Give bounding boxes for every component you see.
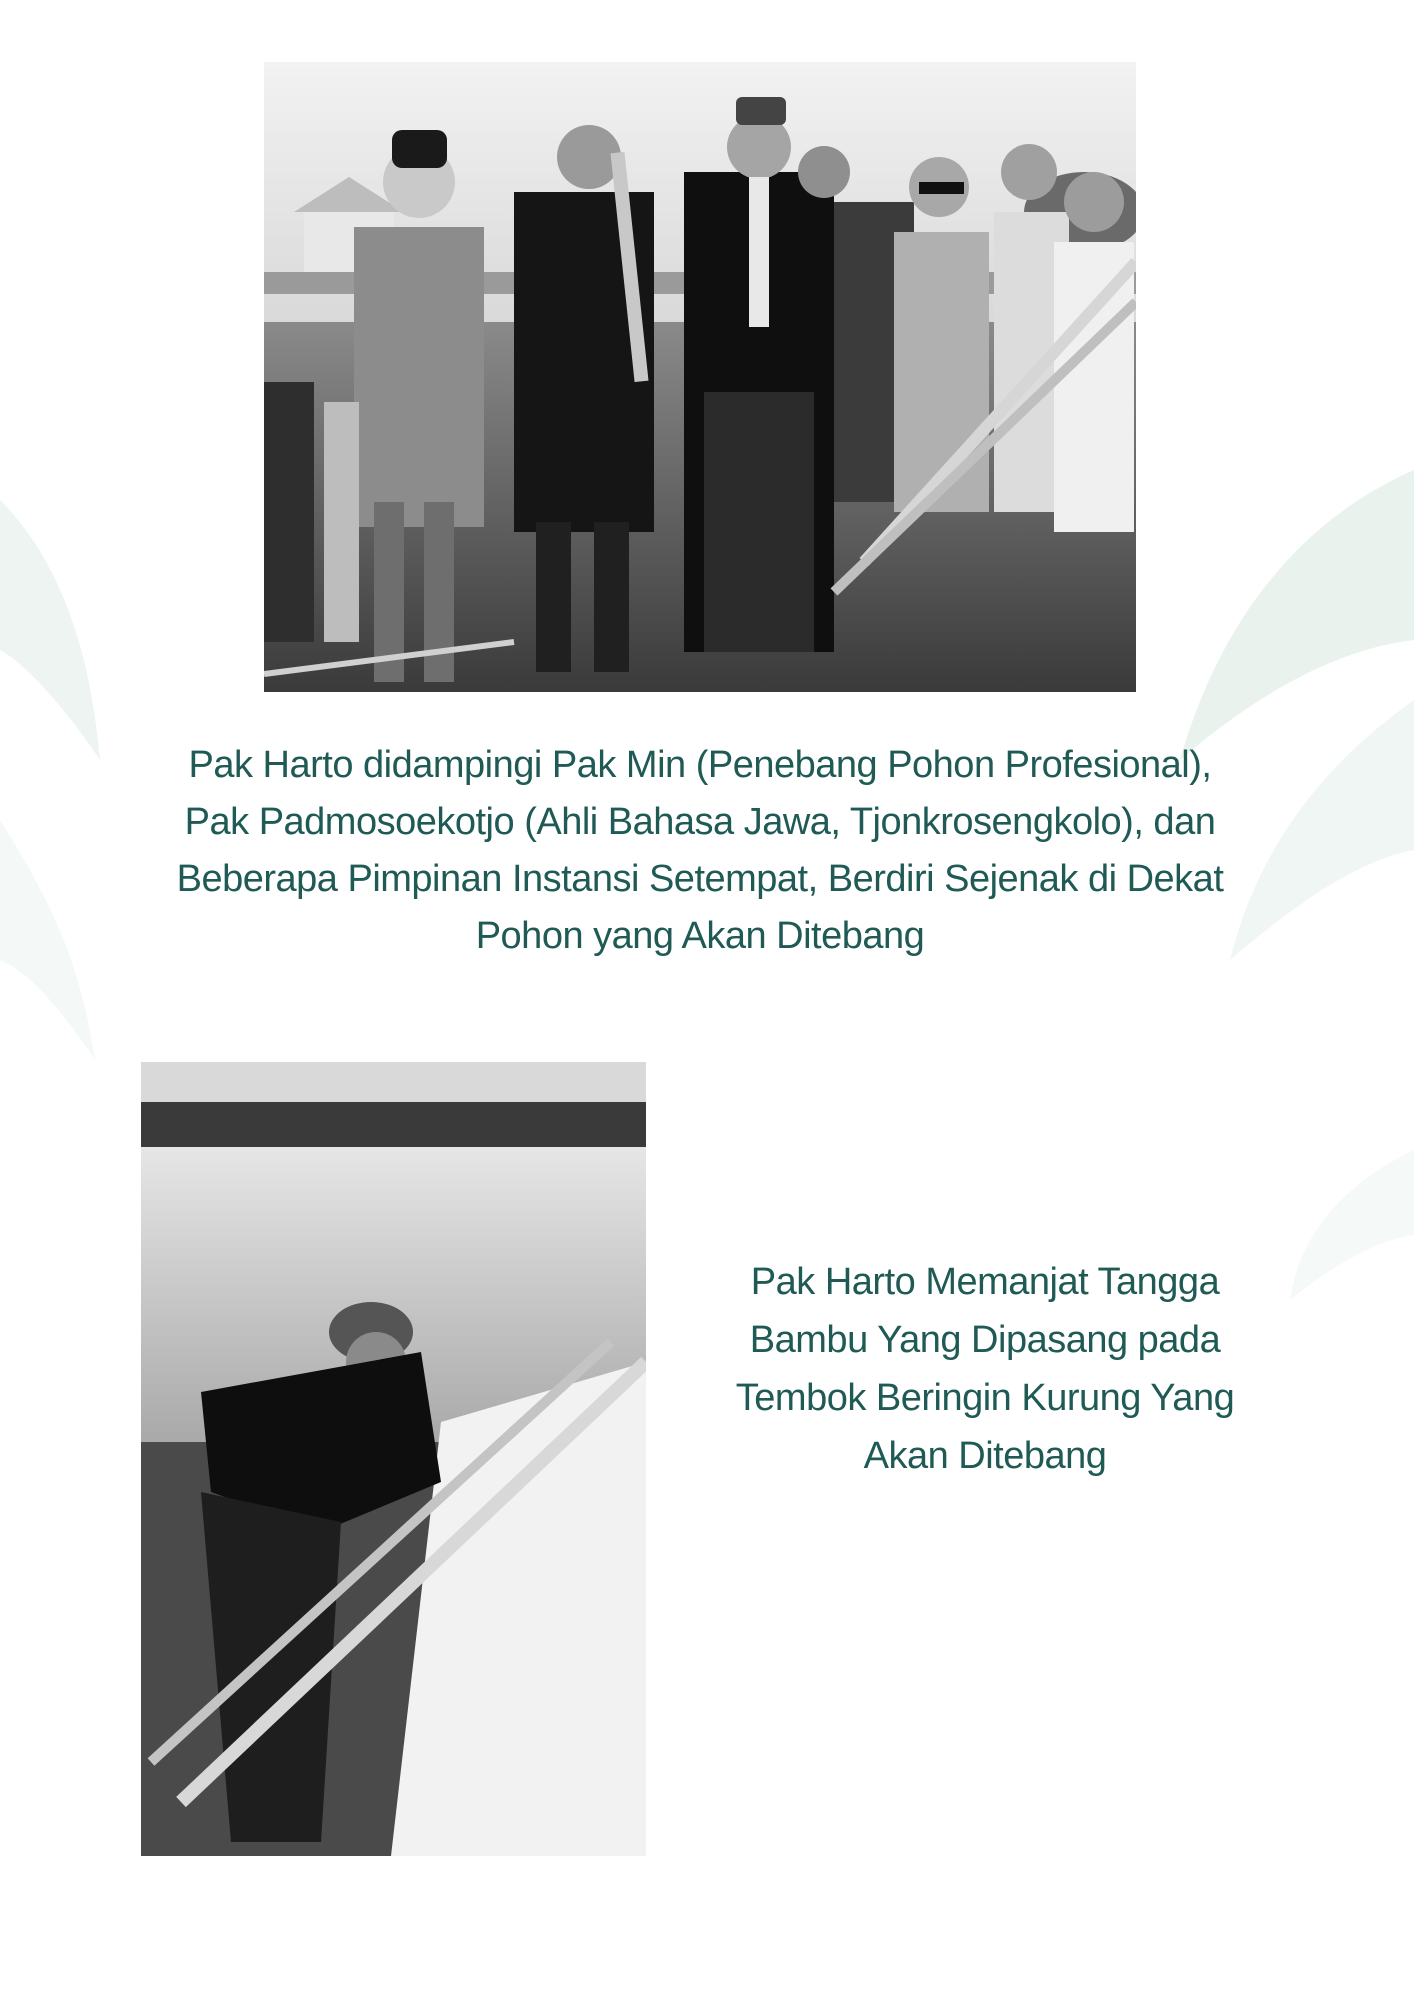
caption-top-line: Pohon yang Akan Ditebang <box>475 915 925 957</box>
caption-bottom-line: Pak Harto Memanjat Tangga <box>750 1261 1220 1303</box>
photo-group-standing <box>264 62 1136 692</box>
caption-bottom <box>690 1253 1280 1485</box>
caption-bottom-line: Bambu Yang Dipasang pada <box>749 1319 1221 1361</box>
caption-top-line: Pak Padmosoekotjo (Ahli Bahasa Jawa, Tjonkrosengkolo), dan <box>184 801 1216 843</box>
caption-top-line: Beberapa Pimpinan Instansi Setempat, Berdiri Sejenak di Dekat <box>176 858 1224 900</box>
caption-top-line: Pak Harto didampingi Pak Min (Penebang Pohon Profesional), <box>188 744 1212 786</box>
caption-bottom-line: Akan Ditebang <box>863 1435 1107 1477</box>
caption-bottom-line: Tembok Beringin Kurung Yang <box>735 1377 1235 1419</box>
photo-climbing-ladder <box>141 1062 646 1856</box>
caption-top <box>120 737 1280 965</box>
